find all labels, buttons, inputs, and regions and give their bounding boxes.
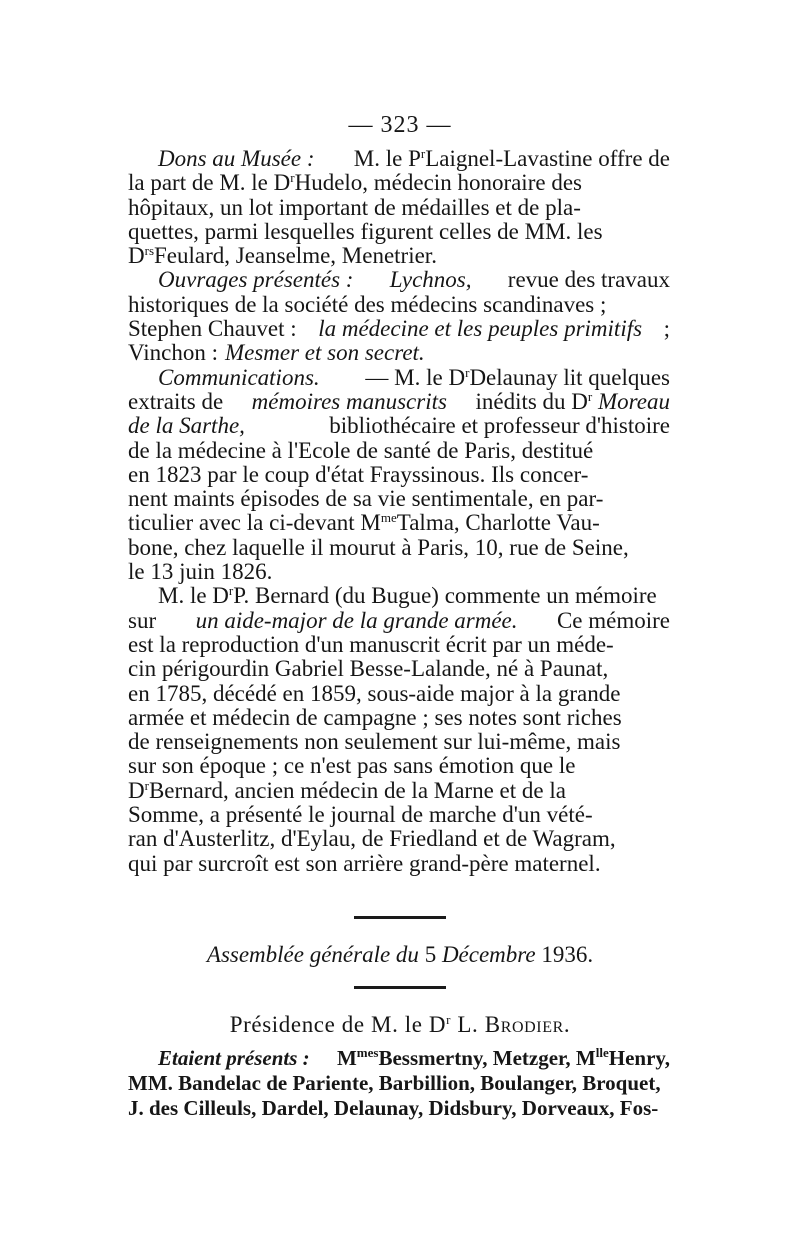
text-line: [128, 244, 670, 268]
divider-rule: [354, 916, 446, 919]
text-line: Somme, a présenté le journal de marche d'un vété-: [128, 802, 593, 828]
text-run: ticulier avec la ci-devant $M^{me}Talma$, Charlotte Vau-: [128, 510, 600, 536]
section-label-dons: Dons au Musée :: [158, 146, 315, 171]
text-line: Ouvrages présentés : Lychnos, revue des travaux: [158, 267, 670, 293]
text-line: Vinchon : Mesmer et son secret.: [128, 340, 425, 366]
section-label-ouvrages: Ouvrages présentés :: [158, 267, 354, 293]
text-line: hôpitaux, un lot important de médailles et de pla-: [128, 194, 581, 220]
text-line: extraits de mémoires manuscrits inédits du $D^r$ Moreau: [128, 388, 670, 414]
text-line: [128, 779, 670, 803]
text-line: [128, 1046, 670, 1071]
text-run: $M^{mes}Bessmertny$, Metzger, $M^{lle}Henry$,: [336, 1045, 670, 1070]
text-line: de la médecine à l'Ecole de santé de Paris, destitué: [128, 437, 594, 463]
text-line: en 1823 par le coup d'état Frayssinous. Ils concer-: [128, 461, 589, 487]
book-title: Lychnos,: [389, 267, 472, 293]
book-title: Mesmer et son secret.: [224, 340, 425, 366]
text-line: de la Sarthe, bibliothécaire et professeur d'histoire: [128, 413, 670, 439]
presidency-heading: Présidence de M. le $D^r$ L. Brodier.: [229, 1012, 571, 1037]
text-line: armée et médecin de campagne ; ses notes sont riches: [128, 704, 622, 730]
text-line: quettes, parmi lesquelles figurent celles de MM. les: [128, 218, 603, 244]
text-line: [128, 147, 670, 171]
text-run: $D^{rs}Feulard$, Jeanselme, Menetrier.: [128, 243, 437, 269]
text-run: M. le $P^rLaignel$-Lavastine offre de: [353, 146, 670, 171]
text-line: de renseignements non seulement sur lui-même, mais: [128, 729, 621, 755]
text-line: bone, chez laquelle il mourut à Paris, 10, rue de Seine,: [128, 534, 629, 560]
text-line: historiques de la société des médecins scandinaves ;: [128, 291, 607, 317]
book-title: la médecine et les peuples primitifs: [318, 316, 643, 342]
section-label-communications: Communications.: [158, 364, 320, 390]
text-line: qui par surcroît est son arrière grand-père maternel.: [128, 850, 601, 876]
attendees-label: Etaient présents :: [158, 1046, 310, 1070]
attendees-list: [128, 1046, 670, 1121]
text-run: la part de M. le $D^rHudelo$, médecin honoraire des: [128, 170, 582, 196]
text-line: [128, 584, 670, 608]
text-line: sur son époque ; ce n'est pas sans émotion que le: [128, 753, 576, 779]
text-line: en 1785, décédé en 1859, sous-aide major à la grande: [128, 680, 621, 706]
divider-rule: [354, 986, 446, 989]
text-line: est la reproduction d'un manuscrit écrit par un méde-: [128, 631, 614, 657]
page-number: — 323 —: [348, 112, 452, 138]
text-line: [128, 171, 670, 195]
text-run: $D^rBernard$, ancien médecin de la Marne et de la: [128, 777, 566, 803]
text-line: MM. Bandelac de Pariente, Barbillion, Boulanger, Broquet,: [128, 1071, 661, 1095]
assembly-heading: Assemblée générale du 5 Décembre 1936.: [206, 942, 594, 967]
body-text: [128, 147, 670, 876]
text-line: Stephen Chauvet : la médecine et les peuples primitifs ;: [128, 316, 670, 342]
text-line: nent maints épisodes de sa vie sentimentale, en par-: [128, 486, 604, 512]
text-line: ran d'Austerlitz, d'Eylau, de Friedland et de Wagram,: [128, 826, 616, 852]
text-line: le 13 juin 1826.: [128, 559, 273, 585]
memoir-title: un aide-major de la grande armée.: [195, 607, 518, 633]
text-run: — M. le $D^rDelaunay$ lit quelques: [365, 364, 670, 390]
text-run: M. le $D^rP$. Bernard (du Bugue) commente un mémoire: [158, 583, 657, 609]
text-line: J. des Cilleuls, Dardel, Delaunay, Didsbury, Dorveaux, Fos-: [128, 1096, 659, 1120]
text-run: inédits du $D^r$ Moreau: [475, 388, 670, 414]
text-line: cin périgourdin Gabriel Besse-Lalande, né à Paunat,: [128, 656, 609, 682]
text-line: [128, 366, 670, 390]
text-line: [128, 511, 670, 535]
text-line: sur un aide-major de la grande armée. Ce mémoire: [128, 607, 670, 633]
